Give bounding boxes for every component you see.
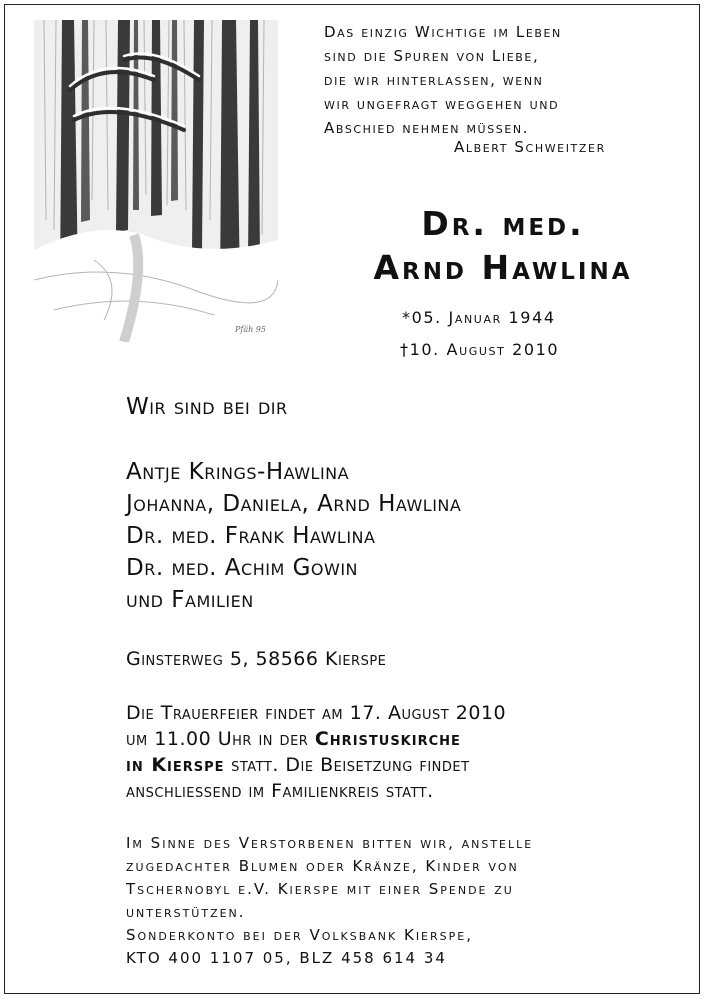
artist-signature: Pfäh 95 — [235, 325, 266, 334]
ceremony-line: anschliessend im Familienkreis statt. — [126, 780, 434, 802]
quote-line: Abschied nehmen müssen. — [324, 119, 530, 137]
note-line: Tschernobyl e.V. Kierspe mit einer Spende zu — [126, 880, 514, 898]
winter-forest-drawing — [34, 20, 278, 342]
death-date: †10. August 2010 — [400, 340, 560, 359]
donation-note — [126, 832, 696, 970]
ceremony-info — [126, 700, 506, 804]
mourners-list — [126, 456, 461, 616]
mourner-name: Dr. med. Achim Gowin — [126, 555, 359, 581]
mourner-name: und Familien — [126, 587, 254, 613]
ceremony-line — [126, 726, 506, 752]
ceremony-line — [126, 752, 506, 778]
mourner-name: Dr. med. Frank Hawlina — [126, 523, 376, 549]
quote-line: Das einzig Wichtige im Leben — [324, 23, 562, 41]
church-location: in Kierspe — [126, 754, 225, 776]
ceremony-line: Die Trauerfeier findet am 17. August 2010 — [126, 702, 507, 724]
ceremony-text: statt. Die Beisetzung findet — [224, 754, 470, 776]
mourner-name: Antje Krings-Hawlina — [126, 459, 350, 485]
church-name: Christuskirche — [314, 728, 461, 750]
ceremony-text: um 11.00 Uhr in der — [126, 728, 315, 750]
note-line: Im Sinne des Verstorbenen bitten wir, anstelle — [126, 834, 534, 852]
note-line: unterstützen. — [126, 903, 246, 921]
quote-line: sind die Spuren von Liebe, — [324, 47, 540, 65]
deceased-title: Dr. med. — [421, 204, 585, 243]
note-line: KTO 400 1107 05, BLZ 458 614 34 — [126, 949, 447, 967]
family-address: Ginsterweg 5, 58566 Kierspe — [126, 648, 387, 670]
note-line: Sonderkonto bei der Volksbank Kierspe, — [126, 926, 473, 944]
quote-author: Albert Schweitzer — [454, 138, 606, 156]
quote — [324, 20, 684, 140]
note-line: zugedachter Blumen oder Kränze, Kinder von — [126, 857, 519, 875]
birth-date: *05. Januar 1944 — [402, 308, 556, 327]
deceased-name: Arnd Hawlina — [373, 248, 633, 287]
quote-line: wir ungefragt weggehen und — [324, 95, 560, 113]
winter-forest-illustration — [34, 20, 278, 342]
quote-line: die wir hinterlassen, wenn — [324, 71, 544, 89]
mourners-intro: Wir sind bei dir — [126, 394, 288, 420]
mourner-name: Johanna, Daniela, Arnd Hawlina — [126, 491, 462, 517]
